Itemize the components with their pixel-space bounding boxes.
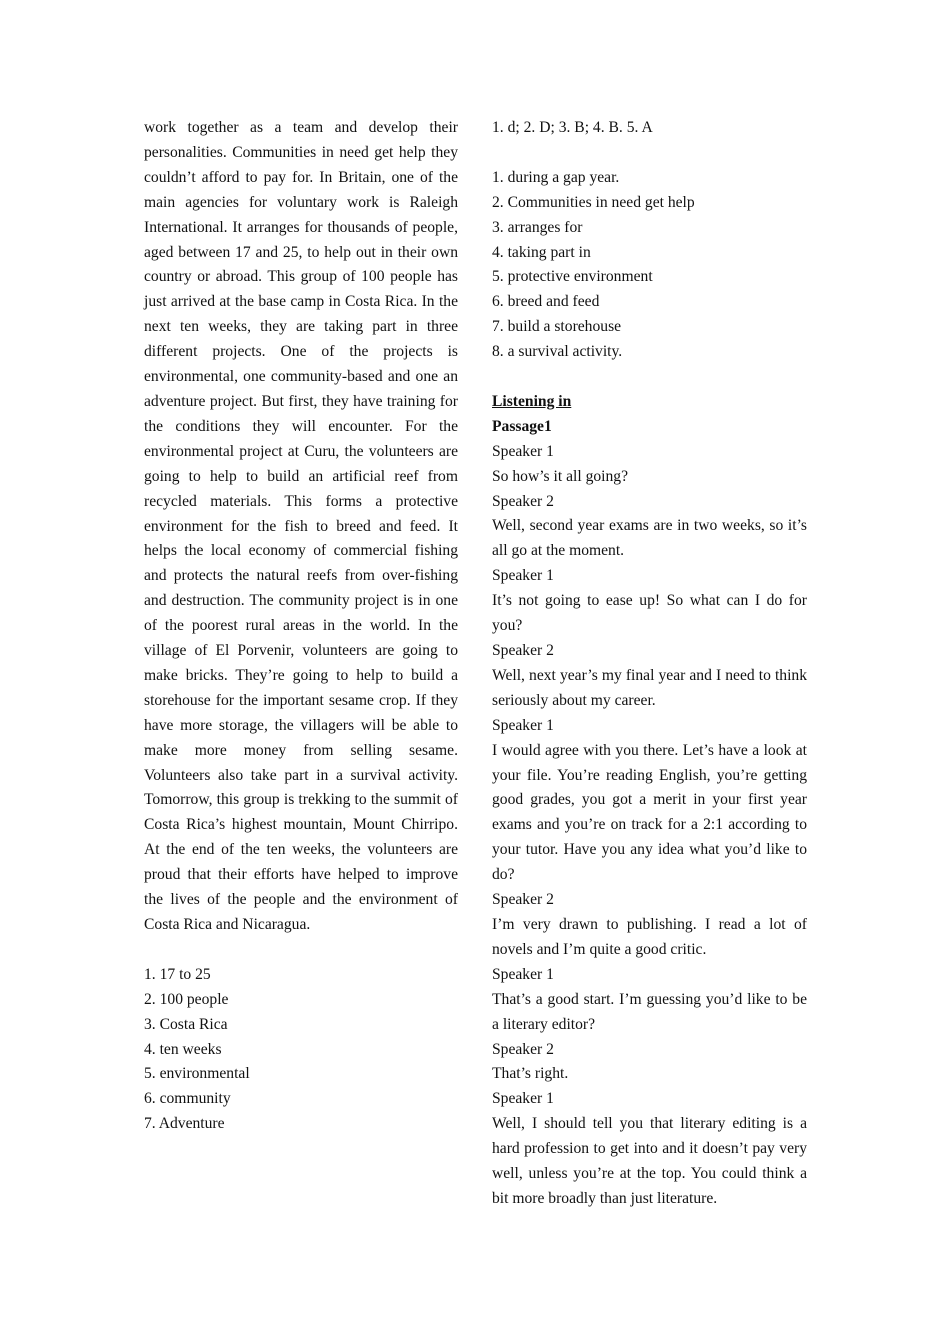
spacer: [144, 938, 458, 963]
speaker-line: Well, I should tell you that literary editing is a hard profession to get into and it doesn’t pay very well, unless you’re at the top. You could think a bit more broadly than just literature.: [492, 1115, 807, 1207]
speaker-label: Speaker 1: [492, 1090, 554, 1108]
passage-title: Passage1: [492, 417, 552, 435]
speaker-line: I’m very drawn to publishing. I read a lot of novels and I’m quite a good critic.: [492, 915, 807, 958]
list-item: 4. taking part in: [492, 243, 591, 261]
speaker-label: Speaker 1: [492, 567, 554, 585]
speaker-line: So how’s it all going?: [492, 467, 629, 485]
right-column: [492, 116, 807, 1212]
list-item: 6. community: [144, 1090, 231, 1108]
speaker-line: Well, second year exams are in two weeks, so it’s all go at the moment.: [492, 517, 807, 560]
list-item: 8. a survival activity.: [492, 343, 623, 361]
list-item: 5. protective environment: [492, 268, 653, 286]
list-item: 1. 17 to 25: [144, 965, 211, 983]
list-item: 6. breed and feed: [492, 293, 600, 311]
list-item: 3. Costa Rica: [144, 1015, 228, 1033]
spacer: [492, 141, 807, 166]
speaker-label: Speaker 2: [492, 642, 554, 659]
speaker-label: Speaker 1: [492, 716, 554, 734]
passage-text: work together as a team and develop their personalities. Communities in need get help they couldn’t afford to pay for. In Britain, one of the main agencies for voluntary work is Raleigh International. It arranges for thousands of people, aged between 17 and 25, to help out in their own country or abroad. This group of 100 people has just arrived at the base camp in Costa Rica. In the next ten weeks, they are taking part in three different projects. One of the projects is environmental, one community-based and one an adventure project. But first, they have training for the conditions they will encounter. For the environmental project at Curu, the volunteers are going to help to build an artificial reef from recycled materials. This forms a protective environment for the fish to breed and feed. It helps the local economy of commercial fishing and protects the natural reefs from over-fishing and destruction. The community project is in one of the poorest rural areas in the world. In the village of El Porvenir, volunteers are going to make bricks. They’re going to help to build a storehouse for the important sesame crop. If they have more storage, the villagers will be able to make more money from selling sesame. Volunteers also take part in a survival activity. Tomorrow, this group is trekking to the summit of Costa Rica’s highest mountain, Mount Chirripo. At the end of the ten weeks, the volunteers are proud that their efforts have helped to improve the lives of the people and the environment of Costa Rica and Nicaragua.: [144, 119, 458, 933]
speaker-label: Speaker 2: [492, 891, 554, 909]
speaker-line: I would agree with you there. Let’s have a look at your file. You’re reading English, you’re getting good grades, you got a merit in your first year exams and you’re on track for a 2:1 according to your tutor. Have you any idea what you’d like to do?: [492, 741, 807, 884]
list-item: 2. Communities in need get help: [492, 193, 695, 211]
list-item: 1. during a gap year.: [492, 168, 620, 186]
speaker-label: Speaker 2: [492, 1040, 554, 1058]
section-title: Listening in: [492, 392, 572, 410]
speaker-label: Speaker 1: [492, 965, 554, 983]
speaker-line: That’s a good start. I’m guessing you’d like to be a literary editor?: [492, 990, 807, 1033]
list-item: 4. ten weeks: [144, 1040, 222, 1058]
list-item: 7. Adventure: [144, 1115, 225, 1133]
list-item: 7. build a storehouse: [492, 318, 622, 336]
list-item: 2. 100 people: [144, 990, 229, 1008]
speaker-label: Speaker 1: [492, 442, 554, 460]
speaker-label: Speaker 2: [492, 492, 554, 510]
answer-key-line: 1. d; 2. D; 3. B; 4. B. 5. A: [492, 119, 653, 136]
spacer: [492, 365, 807, 390]
speaker-line: That’s right.: [492, 1065, 569, 1083]
left-column: [144, 116, 458, 1137]
answer-list-right: [492, 166, 807, 365]
list-item: 3. arranges for: [492, 218, 583, 236]
answer-list-left: [144, 963, 458, 1137]
dialogue: [492, 440, 807, 1212]
list-item: 5. environmental: [144, 1065, 250, 1083]
speaker-line: It’s not going to ease up! So what can I do for you?: [492, 592, 807, 635]
speaker-line: Well, next year’s my final year and I need to think seriously about my career.: [492, 666, 807, 709]
